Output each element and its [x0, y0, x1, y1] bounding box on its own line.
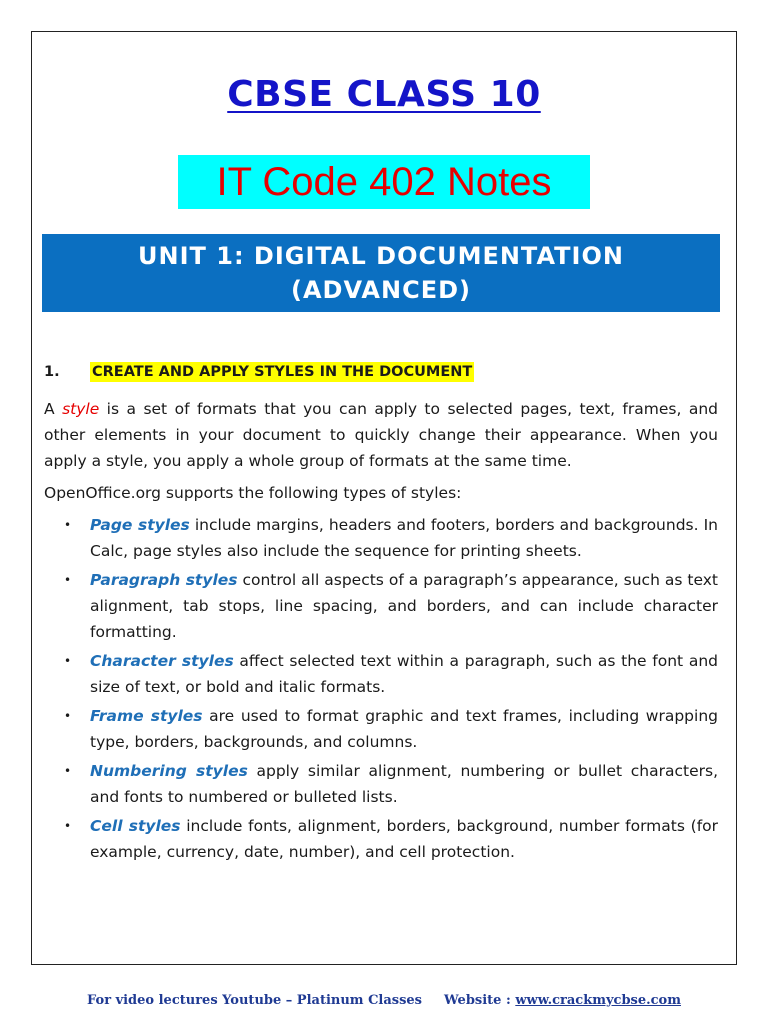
subtitle-box: [178, 155, 590, 209]
intro-rest: is a set of formats that you can apply to selected pages, text, frames, and other elements in your document to quickly change their appearance. When you apply a style, you apply a whole group of formats at the same time.: [44, 400, 719, 470]
document-title-container: [0, 74, 768, 115]
list-item-text: are used to format graphic and text frames, including wrapping type, borders, backgrounds, and columns.: [90, 707, 718, 751]
unit-banner: [42, 234, 720, 312]
list-item-text: apply similar alignment, numbering or bullet characters, and fonts to numbered or bulleted lists.: [90, 762, 718, 806]
document-subtitle: IT Code 402 Notes: [216, 160, 552, 204]
intro-prefix: A: [44, 400, 63, 418]
list-item-term: Paragraph styles: [90, 571, 238, 589]
intro-keyword: style: [62, 400, 100, 418]
bullet-icon: •: [64, 764, 72, 778]
list-item-term: Numbering styles: [90, 762, 248, 780]
footer-youtube-text: For video lectures Youtube – Platinum Classes: [87, 993, 423, 1008]
list-item-text: include fonts, alignment, borders, background, number formats (for example, currency, date, number), and cell protection.: [90, 817, 719, 861]
list-item-text: affect selected text within a paragraph, such as the font and size of text, or bold and italic formats.: [90, 652, 718, 696]
list-item: [44, 512, 718, 564]
footer-website-link[interactable]: www.crackmycbse.com: [515, 993, 681, 1008]
bullet-icon: •: [64, 573, 72, 587]
bullet-icon: •: [64, 518, 72, 532]
bullet-icon: •: [64, 819, 72, 833]
list-item: [44, 813, 718, 865]
list-item: [44, 758, 718, 810]
content-body: [44, 396, 718, 868]
list-item-text: control all aspects of a paragraph’s appearance, such as text alignment, tab stops, line spacing, and borders, and can include character formatting.: [90, 571, 718, 641]
bullet-icon: •: [64, 654, 72, 668]
footer-website-label: Website :: [444, 993, 516, 1008]
page-footer: [0, 993, 768, 1008]
section-heading-text: CREATE AND APPLY STYLES IN THE DOCUMENT: [92, 364, 473, 380]
bullet-icon: •: [64, 709, 72, 723]
unit-banner-line1: UNIT 1: DIGITAL DOCUMENTATION: [138, 242, 624, 270]
list-item-term: Character styles: [90, 652, 234, 670]
supports-paragraph: OpenOffice.org supports the following types of styles:: [44, 484, 462, 502]
list-item-term: Page styles: [90, 516, 190, 534]
list-item: [44, 567, 718, 645]
intro-paragraph: [44, 396, 718, 474]
list-item-text: include margins, headers and footers, borders and backgrounds. In Calc, page styles also include the sequence for printing sheets.: [90, 516, 719, 560]
unit-banner-line2: (ADVANCED): [291, 276, 471, 304]
list-item: [44, 703, 718, 755]
style-types-list: [44, 512, 718, 865]
list-item-term: Frame styles: [90, 707, 203, 725]
section-number: 1.: [44, 364, 60, 380]
document-title: CBSE CLASS 10: [227, 74, 541, 115]
section-heading: [44, 364, 474, 380]
list-item: [44, 648, 718, 700]
list-item-term: Cell styles: [90, 817, 181, 835]
